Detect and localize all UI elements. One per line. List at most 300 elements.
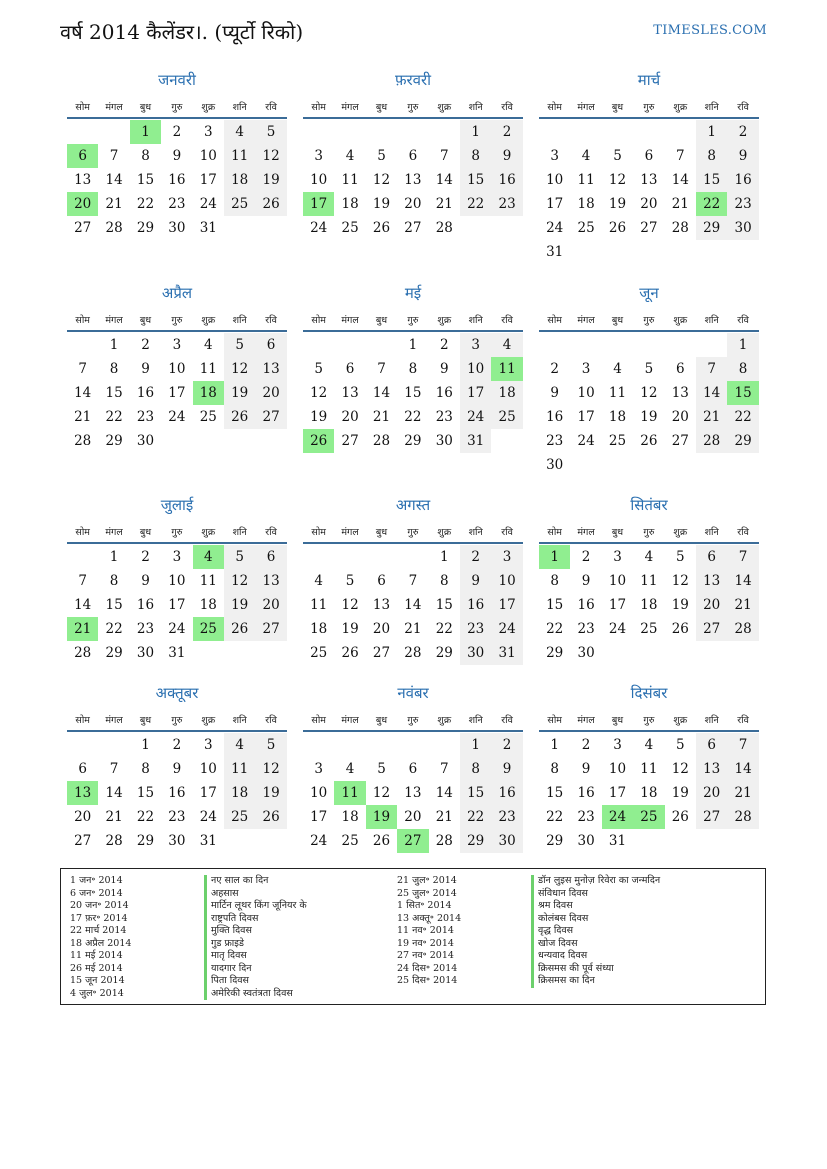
day-cell[interactable]: 21 xyxy=(105,809,123,825)
day-cell[interactable]: 28 xyxy=(404,645,422,661)
day-cell[interactable]: 15 xyxy=(105,597,123,613)
day-cell[interactable]: 26 xyxy=(224,617,255,641)
day-cell[interactable]: 16 xyxy=(435,385,453,401)
day-cell[interactable]: 21 xyxy=(435,809,453,825)
day-cell[interactable]: 17 xyxy=(577,409,595,425)
day-cell[interactable]: 29 xyxy=(546,833,564,849)
day-cell[interactable]: 23 xyxy=(168,196,186,212)
day-cell[interactable]: 16 xyxy=(491,168,522,192)
day-cell[interactable]: 2 xyxy=(550,361,559,377)
day-cell[interactable]: 7 xyxy=(696,357,727,381)
day-cell[interactable]: 5 xyxy=(675,737,685,753)
day-cell[interactable]: 15 xyxy=(460,168,491,192)
day-cell[interactable]: 13 xyxy=(255,357,286,381)
day-cell[interactable]: 12 xyxy=(372,172,391,188)
day-cell[interactable]: 12 xyxy=(372,785,391,801)
day-cell[interactable]: 27 xyxy=(255,405,286,429)
day-cell[interactable]: 3 xyxy=(203,737,213,753)
day-cell[interactable]: 3 xyxy=(172,337,182,353)
day-cell[interactable]: 19 xyxy=(372,196,391,212)
day-cell[interactable]: 28 xyxy=(435,220,453,236)
day-cell[interactable]: 5 xyxy=(675,549,685,565)
day-cell[interactable]: 6 xyxy=(644,148,654,164)
day-cell[interactable]: 18 xyxy=(577,196,595,212)
day-cell[interactable]: 26 xyxy=(372,833,391,849)
day-cell[interactable]: 22 xyxy=(404,409,422,425)
day-cell[interactable]: 13 xyxy=(696,569,727,593)
day-cell[interactable]: 14 xyxy=(404,597,422,613)
day-cell[interactable]: 9 xyxy=(172,761,182,777)
day-cell[interactable]: 24 xyxy=(577,433,595,449)
day-cell[interactable]: 18 xyxy=(199,597,217,613)
day-cell[interactable]: 7 xyxy=(727,733,758,757)
holiday-day-cell[interactable]: 25 xyxy=(633,805,664,829)
day-cell[interactable]: 21 xyxy=(671,196,689,212)
day-cell[interactable]: 22 xyxy=(105,621,123,637)
day-cell[interactable]: 4 xyxy=(314,573,323,589)
day-cell[interactable]: 28 xyxy=(372,433,391,449)
day-cell[interactable]: 31 xyxy=(546,244,564,260)
day-cell[interactable]: 24 xyxy=(199,809,217,825)
holiday-day-cell[interactable]: 13 xyxy=(67,781,98,805)
day-cell[interactable]: 13 xyxy=(696,757,727,781)
holiday-day-cell[interactable]: 11 xyxy=(491,357,522,381)
day-cell[interactable]: 8 xyxy=(550,761,559,777)
day-cell[interactable]: 15 xyxy=(435,597,453,613)
day-cell[interactable]: 19 xyxy=(608,196,627,212)
day-cell[interactable]: 20 xyxy=(404,809,422,825)
day-cell[interactable]: 13 xyxy=(640,172,658,188)
day-cell[interactable]: 5 xyxy=(613,148,622,164)
day-cell[interactable]: 9 xyxy=(550,385,559,401)
day-cell[interactable]: 11 xyxy=(199,361,217,377)
day-cell[interactable]: 12 xyxy=(640,385,658,401)
day-cell[interactable]: 2 xyxy=(460,545,491,569)
day-cell[interactable]: 17 xyxy=(168,385,186,401)
holiday-day-cell[interactable]: 1 xyxy=(539,545,570,569)
day-cell[interactable]: 10 xyxy=(491,569,522,593)
day-cell[interactable]: 11 xyxy=(577,172,595,188)
day-cell[interactable]: 16 xyxy=(460,593,491,617)
day-cell[interactable]: 22 xyxy=(546,809,564,825)
day-cell[interactable]: 26 xyxy=(341,645,359,661)
day-cell[interactable]: 3 xyxy=(314,761,323,777)
day-cell[interactable]: 16 xyxy=(168,785,186,801)
day-cell[interactable]: 19 xyxy=(224,593,255,617)
day-cell[interactable]: 3 xyxy=(613,549,622,565)
day-cell[interactable]: 3 xyxy=(460,333,491,357)
day-cell[interactable]: 7 xyxy=(109,148,119,164)
day-cell[interactable]: 1 xyxy=(408,337,418,353)
day-cell[interactable]: 17 xyxy=(546,196,564,212)
day-cell[interactable]: 28 xyxy=(105,220,123,236)
day-cell[interactable]: 29 xyxy=(727,429,758,453)
day-cell[interactable]: 4 xyxy=(203,337,213,353)
day-cell[interactable]: 23 xyxy=(136,621,155,637)
holiday-day-cell[interactable]: 17 xyxy=(303,192,334,216)
day-cell[interactable]: 30 xyxy=(577,833,595,849)
day-cell[interactable]: 16 xyxy=(136,385,155,401)
day-cell[interactable]: 7 xyxy=(408,573,418,589)
day-cell[interactable]: 20 xyxy=(74,809,92,825)
day-cell[interactable]: 8 xyxy=(141,761,150,777)
day-cell[interactable]: 15 xyxy=(136,785,155,801)
holiday-day-cell[interactable]: 1 xyxy=(130,120,161,144)
day-cell[interactable]: 30 xyxy=(460,641,491,665)
day-cell[interactable]: 4 xyxy=(491,333,522,357)
day-cell[interactable]: 27 xyxy=(696,805,727,829)
day-cell[interactable]: 27 xyxy=(255,617,286,641)
day-cell[interactable]: 22 xyxy=(136,196,155,212)
holiday-day-cell[interactable]: 22 xyxy=(696,192,727,216)
day-cell[interactable]: 17 xyxy=(608,785,627,801)
day-cell[interactable]: 26 xyxy=(640,433,658,449)
day-cell[interactable]: 8 xyxy=(109,573,119,589)
day-cell[interactable]: 27 xyxy=(671,433,689,449)
day-cell[interactable]: 30 xyxy=(136,433,155,449)
day-cell[interactable]: 2 xyxy=(439,337,449,353)
day-cell[interactable]: 15 xyxy=(404,385,422,401)
day-cell[interactable]: 16 xyxy=(577,785,595,801)
day-cell[interactable]: 30 xyxy=(168,833,186,849)
day-cell[interactable]: 15 xyxy=(460,781,491,805)
day-cell[interactable]: 14 xyxy=(372,385,391,401)
day-cell[interactable]: 18 xyxy=(224,168,255,192)
day-cell[interactable]: 19 xyxy=(255,168,286,192)
day-cell[interactable]: 22 xyxy=(460,805,491,829)
day-cell[interactable]: 7 xyxy=(78,361,87,377)
holiday-day-cell[interactable]: 19 xyxy=(366,805,397,829)
day-cell[interactable]: 28 xyxy=(727,617,758,641)
day-cell[interactable]: 24 xyxy=(168,409,186,425)
day-cell[interactable]: 20 xyxy=(341,409,359,425)
day-cell[interactable]: 27 xyxy=(696,617,727,641)
day-cell[interactable]: 18 xyxy=(341,196,359,212)
day-cell[interactable]: 21 xyxy=(74,409,92,425)
day-cell[interactable]: 19 xyxy=(224,381,255,405)
day-cell[interactable]: 13 xyxy=(404,172,422,188)
day-cell[interactable]: 5 xyxy=(224,545,255,569)
day-cell[interactable]: 12 xyxy=(224,569,255,593)
day-cell[interactable]: 2 xyxy=(141,337,150,353)
day-cell[interactable]: 19 xyxy=(671,597,689,613)
day-cell[interactable]: 9 xyxy=(727,144,758,168)
day-cell[interactable]: 8 xyxy=(460,144,491,168)
day-cell[interactable]: 14 xyxy=(727,569,758,593)
day-cell[interactable]: 24 xyxy=(310,220,328,236)
day-cell[interactable]: 23 xyxy=(136,409,155,425)
day-cell[interactable]: 5 xyxy=(345,573,355,589)
day-cell[interactable]: 13 xyxy=(255,569,286,593)
day-cell[interactable]: 26 xyxy=(255,805,286,829)
day-cell[interactable]: 23 xyxy=(168,809,186,825)
day-cell[interactable]: 1 xyxy=(460,733,491,757)
day-cell[interactable]: 22 xyxy=(136,809,155,825)
day-cell[interactable]: 27 xyxy=(74,220,92,236)
day-cell[interactable]: 2 xyxy=(581,549,591,565)
day-cell[interactable]: 21 xyxy=(105,196,123,212)
day-cell[interactable]: 25 xyxy=(341,220,359,236)
day-cell[interactable]: 22 xyxy=(435,621,453,637)
day-cell[interactable]: 10 xyxy=(608,573,627,589)
day-cell[interactable]: 20 xyxy=(696,593,727,617)
day-cell[interactable]: 6 xyxy=(408,148,418,164)
day-cell[interactable]: 9 xyxy=(141,573,150,589)
day-cell[interactable]: 3 xyxy=(203,124,213,140)
day-cell[interactable]: 3 xyxy=(491,545,522,569)
holiday-day-cell[interactable]: 27 xyxy=(397,829,428,853)
day-cell[interactable]: 30 xyxy=(136,645,155,661)
day-cell[interactable]: 18 xyxy=(491,381,522,405)
day-cell[interactable]: 28 xyxy=(696,429,727,453)
day-cell[interactable]: 25 xyxy=(199,409,217,425)
day-cell[interactable]: 31 xyxy=(168,645,186,661)
day-cell[interactable]: 29 xyxy=(404,433,422,449)
day-cell[interactable]: 5 xyxy=(255,733,286,757)
day-cell[interactable]: 31 xyxy=(199,220,217,236)
day-cell[interactable]: 27 xyxy=(372,645,391,661)
day-cell[interactable]: 8 xyxy=(460,757,491,781)
day-cell[interactable]: 31 xyxy=(199,833,217,849)
day-cell[interactable]: 26 xyxy=(255,192,286,216)
day-cell[interactable]: 2 xyxy=(172,124,182,140)
day-cell[interactable]: 22 xyxy=(460,192,491,216)
day-cell[interactable]: 8 xyxy=(550,573,559,589)
day-cell[interactable]: 1 xyxy=(696,120,727,144)
day-cell[interactable]: 15 xyxy=(546,597,564,613)
day-cell[interactable]: 2 xyxy=(491,120,522,144)
day-cell[interactable]: 10 xyxy=(577,385,595,401)
day-cell[interactable]: 6 xyxy=(696,733,727,757)
day-cell[interactable]: 11 xyxy=(310,597,328,613)
day-cell[interactable]: 24 xyxy=(491,617,522,641)
day-cell[interactable]: 18 xyxy=(640,785,658,801)
day-cell[interactable]: 28 xyxy=(727,805,758,829)
day-cell[interactable]: 25 xyxy=(224,192,255,216)
day-cell[interactable]: 8 xyxy=(727,357,758,381)
day-cell[interactable]: 10 xyxy=(546,172,564,188)
holiday-day-cell[interactable]: 21 xyxy=(67,617,98,641)
day-cell[interactable]: 27 xyxy=(640,220,658,236)
day-cell[interactable]: 4 xyxy=(613,361,622,377)
day-cell[interactable]: 11 xyxy=(640,573,658,589)
day-cell[interactable]: 29 xyxy=(105,433,123,449)
day-cell[interactable]: 9 xyxy=(172,148,182,164)
day-cell[interactable]: 4 xyxy=(581,148,591,164)
holiday-day-cell[interactable]: 24 xyxy=(602,805,633,829)
day-cell[interactable]: 25 xyxy=(491,405,522,429)
day-cell[interactable]: 9 xyxy=(439,361,449,377)
day-cell[interactable]: 24 xyxy=(608,621,627,637)
day-cell[interactable]: 1 xyxy=(141,737,150,753)
day-cell[interactable]: 27 xyxy=(404,220,422,236)
day-cell[interactable]: 1 xyxy=(460,120,491,144)
day-cell[interactable]: 28 xyxy=(435,833,453,849)
day-cell[interactable]: 21 xyxy=(727,593,758,617)
day-cell[interactable]: 21 xyxy=(404,621,422,637)
day-cell[interactable]: 7 xyxy=(109,761,119,777)
day-cell[interactable]: 15 xyxy=(546,785,564,801)
holiday-day-cell[interactable]: 11 xyxy=(334,781,365,805)
day-cell[interactable]: 10 xyxy=(168,573,186,589)
day-cell[interactable]: 18 xyxy=(640,597,658,613)
day-cell[interactable]: 19 xyxy=(341,621,359,637)
day-cell[interactable]: 15 xyxy=(105,385,123,401)
day-cell[interactable]: 14 xyxy=(74,385,92,401)
day-cell[interactable]: 30 xyxy=(727,216,758,240)
day-cell[interactable]: 23 xyxy=(546,433,564,449)
day-cell[interactable]: 21 xyxy=(372,409,391,425)
day-cell[interactable]: 14 xyxy=(105,785,123,801)
day-cell[interactable]: 31 xyxy=(491,641,522,665)
day-cell[interactable]: 7 xyxy=(675,148,685,164)
day-cell[interactable]: 11 xyxy=(224,757,255,781)
day-cell[interactable]: 8 xyxy=(141,148,150,164)
day-cell[interactable]: 24 xyxy=(546,220,564,236)
holiday-day-cell[interactable]: 15 xyxy=(727,381,758,405)
day-cell[interactable]: 1 xyxy=(109,337,119,353)
day-cell[interactable]: 17 xyxy=(168,597,186,613)
day-cell[interactable]: 6 xyxy=(255,333,286,357)
day-cell[interactable]: 23 xyxy=(577,809,595,825)
day-cell[interactable]: 17 xyxy=(491,593,522,617)
day-cell[interactable]: 30 xyxy=(168,220,186,236)
day-cell[interactable]: 21 xyxy=(696,405,727,429)
day-cell[interactable]: 1 xyxy=(550,737,559,753)
day-cell[interactable]: 17 xyxy=(608,597,627,613)
day-cell[interactable]: 25 xyxy=(608,433,627,449)
day-cell[interactable]: 18 xyxy=(608,409,627,425)
day-cell[interactable]: 9 xyxy=(581,761,591,777)
day-cell[interactable]: 21 xyxy=(435,196,453,212)
day-cell[interactable]: 26 xyxy=(608,220,627,236)
day-cell[interactable]: 21 xyxy=(727,781,758,805)
day-cell[interactable]: 16 xyxy=(491,781,522,805)
day-cell[interactable]: 25 xyxy=(224,805,255,829)
day-cell[interactable]: 26 xyxy=(671,809,689,825)
day-cell[interactable]: 4 xyxy=(345,761,355,777)
day-cell[interactable]: 30 xyxy=(546,457,564,473)
day-cell[interactable]: 6 xyxy=(345,361,355,377)
day-cell[interactable]: 9 xyxy=(460,569,491,593)
day-cell[interactable]: 17 xyxy=(199,785,217,801)
day-cell[interactable]: 25 xyxy=(310,645,328,661)
day-cell[interactable]: 14 xyxy=(105,172,123,188)
day-cell[interactable]: 18 xyxy=(341,809,359,825)
day-cell[interactable]: 19 xyxy=(255,781,286,805)
day-cell[interactable]: 2 xyxy=(172,737,182,753)
day-cell[interactable]: 23 xyxy=(727,192,758,216)
day-cell[interactable]: 29 xyxy=(435,645,453,661)
day-cell[interactable]: 3 xyxy=(314,148,323,164)
day-cell[interactable]: 31 xyxy=(460,429,491,453)
day-cell[interactable]: 16 xyxy=(168,172,186,188)
day-cell[interactable]: 12 xyxy=(671,761,689,777)
day-cell[interactable]: 17 xyxy=(310,809,328,825)
day-cell[interactable]: 9 xyxy=(491,757,522,781)
day-cell[interactable]: 6 xyxy=(696,545,727,569)
day-cell[interactable]: 16 xyxy=(136,597,155,613)
day-cell[interactable]: 25 xyxy=(341,833,359,849)
day-cell[interactable]: 1 xyxy=(109,549,119,565)
day-cell[interactable]: 23 xyxy=(460,617,491,641)
day-cell[interactable]: 13 xyxy=(74,172,92,188)
day-cell[interactable]: 11 xyxy=(224,144,255,168)
day-cell[interactable]: 2 xyxy=(727,120,758,144)
day-cell[interactable]: 12 xyxy=(608,172,627,188)
day-cell[interactable]: 23 xyxy=(435,409,453,425)
day-cell[interactable]: 29 xyxy=(696,216,727,240)
day-cell[interactable]: 25 xyxy=(577,220,595,236)
day-cell[interactable]: 7 xyxy=(439,761,449,777)
day-cell[interactable]: 24 xyxy=(310,833,328,849)
day-cell[interactable]: 3 xyxy=(550,148,559,164)
day-cell[interactable]: 4 xyxy=(644,549,654,565)
day-cell[interactable]: 18 xyxy=(310,621,328,637)
day-cell[interactable]: 23 xyxy=(577,621,595,637)
day-cell[interactable]: 7 xyxy=(377,361,386,377)
day-cell[interactable]: 8 xyxy=(439,573,449,589)
day-cell[interactable]: 6 xyxy=(675,361,685,377)
day-cell[interactable]: 4 xyxy=(644,737,654,753)
day-cell[interactable]: 2 xyxy=(581,737,591,753)
day-cell[interactable]: 30 xyxy=(577,645,595,661)
day-cell[interactable]: 22 xyxy=(727,405,758,429)
day-cell[interactable]: 5 xyxy=(314,361,323,377)
holiday-day-cell[interactable]: 20 xyxy=(67,192,98,216)
day-cell[interactable]: 28 xyxy=(105,833,123,849)
day-cell[interactable]: 26 xyxy=(372,220,391,236)
day-cell[interactable]: 8 xyxy=(696,144,727,168)
day-cell[interactable]: 20 xyxy=(640,196,658,212)
day-cell[interactable]: 20 xyxy=(255,593,286,617)
day-cell[interactable]: 9 xyxy=(581,573,591,589)
day-cell[interactable]: 9 xyxy=(141,361,150,377)
day-cell[interactable]: 7 xyxy=(439,148,449,164)
day-cell[interactable]: 11 xyxy=(640,761,658,777)
day-cell[interactable]: 23 xyxy=(491,192,522,216)
day-cell[interactable]: 12 xyxy=(671,573,689,589)
day-cell[interactable]: 7 xyxy=(727,545,758,569)
day-cell[interactable]: 19 xyxy=(640,409,658,425)
day-cell[interactable]: 5 xyxy=(255,120,286,144)
holiday-day-cell[interactable]: 18 xyxy=(193,381,224,405)
day-cell[interactable]: 5 xyxy=(644,361,654,377)
day-cell[interactable]: 24 xyxy=(460,405,491,429)
day-cell[interactable]: 11 xyxy=(199,573,217,589)
day-cell[interactable]: 20 xyxy=(671,409,689,425)
day-cell[interactable]: 9 xyxy=(491,144,522,168)
day-cell[interactable]: 8 xyxy=(109,361,119,377)
day-cell[interactable]: 27 xyxy=(74,833,92,849)
day-cell[interactable]: 5 xyxy=(377,761,386,777)
day-cell[interactable]: 2 xyxy=(491,733,522,757)
day-cell[interactable]: 8 xyxy=(408,361,418,377)
day-cell[interactable]: 10 xyxy=(608,761,627,777)
day-cell[interactable]: 3 xyxy=(172,549,182,565)
day-cell[interactable]: 24 xyxy=(168,621,186,637)
day-cell[interactable]: 1 xyxy=(727,333,758,357)
day-cell[interactable]: 14 xyxy=(74,597,92,613)
day-cell[interactable]: 2 xyxy=(141,549,150,565)
day-cell[interactable]: 17 xyxy=(460,381,491,405)
holiday-day-cell[interactable]: 26 xyxy=(303,429,334,453)
day-cell[interactable]: 29 xyxy=(546,645,564,661)
day-cell[interactable]: 29 xyxy=(105,645,123,661)
day-cell[interactable]: 19 xyxy=(671,785,689,801)
day-cell[interactable]: 12 xyxy=(224,357,255,381)
day-cell[interactable]: 15 xyxy=(696,168,727,192)
